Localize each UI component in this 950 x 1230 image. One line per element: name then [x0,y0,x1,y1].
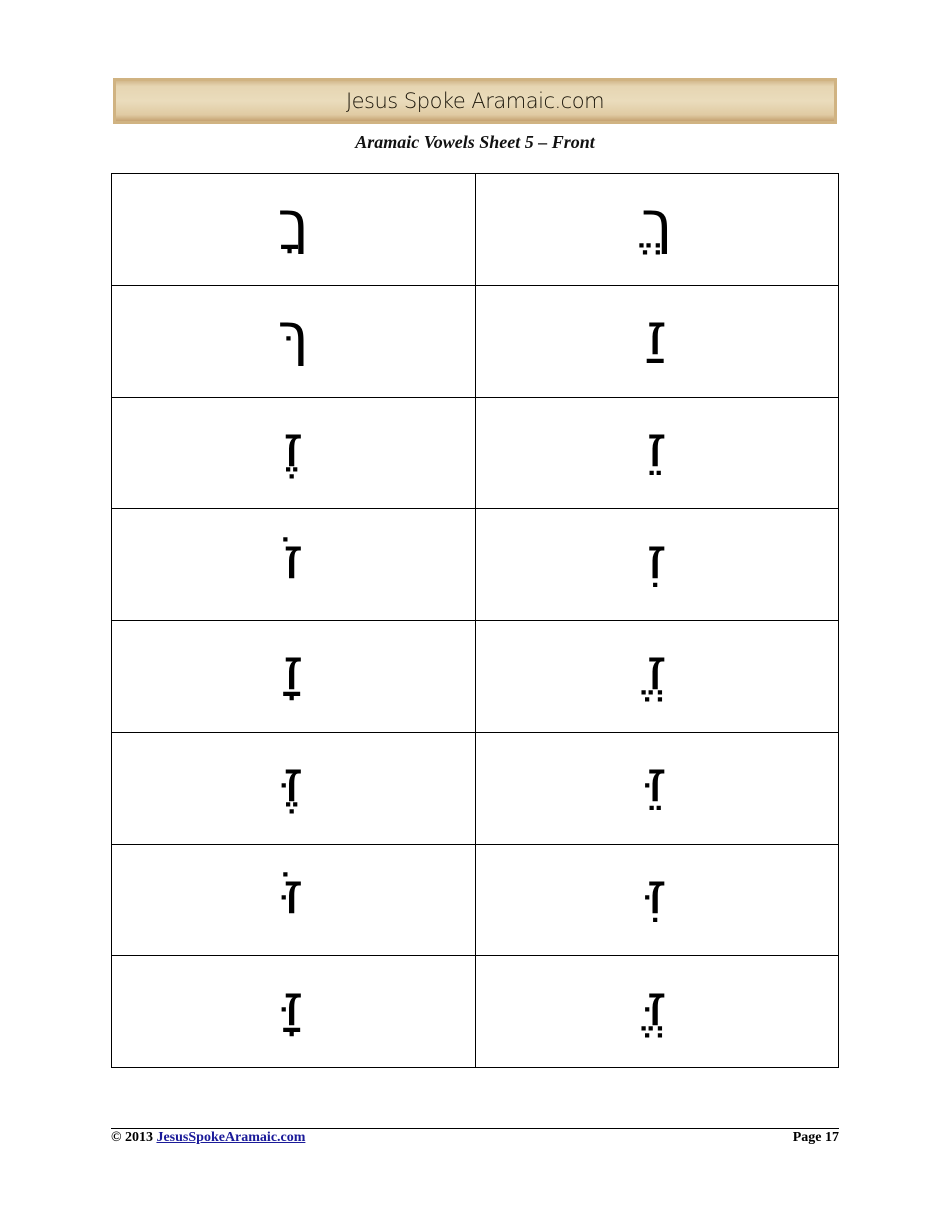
flashcard [112,621,476,733]
hebrew-glyph: זִ [646,523,667,592]
card-row [112,174,839,286]
card-row [112,285,839,397]
hebrew-glyph: זֵּ [646,747,667,816]
flashcard [112,509,476,621]
card-row [112,844,839,956]
hebrew-glyph: זִּ [646,858,667,927]
site-link[interactable]: JesusSpokeAramaic.com [156,1130,306,1145]
flashcard [475,621,839,733]
hebrew-glyph: זָּ [283,970,304,1039]
hebrew-glyph: זַ [646,300,667,369]
hebrew-glyph: ךָ [277,188,309,257]
card-row [112,621,839,733]
hebrew-glyph: זָ [283,635,304,704]
hebrew-glyph: זֵ [646,411,667,480]
hebrew-glyph: זֶ [283,411,304,480]
flashcard [112,732,476,844]
hebrew-glyph: זֱ [646,635,667,704]
footer-left [111,1130,305,1146]
flashcard [475,956,839,1068]
flashcard [475,844,839,956]
flashcard-grid [111,173,839,1068]
flashcard [112,174,476,286]
hebrew-glyph: זֶּ [283,747,304,816]
page-footer [111,1128,839,1146]
flashcard [475,174,839,286]
flashcard [112,956,476,1068]
card-row [112,732,839,844]
flashcard [475,509,839,621]
hebrew-glyph: ךּ [277,300,309,369]
page-title: Aramaic Vowels Sheet 5 – Front [355,132,595,152]
flashcard [112,844,476,956]
card-row [112,397,839,509]
flashcard [475,732,839,844]
hebrew-glyph: זֱּ [646,970,667,1039]
hebrew-glyph: זֹּ [283,858,304,927]
copyright: © 2013 [111,1130,153,1145]
hebrew-glyph: זֹ [283,523,304,592]
card-row [112,509,839,621]
hebrew-glyph: ךֱ [641,188,673,257]
banner-text: Jesus Spoke Aramaic.com [345,89,605,113]
page-number: Page 17 [792,1130,839,1145]
flashcard [112,285,476,397]
flashcard [112,397,476,509]
flashcard [475,397,839,509]
site-banner [113,78,837,124]
card-row [112,956,839,1068]
flashcard [475,285,839,397]
